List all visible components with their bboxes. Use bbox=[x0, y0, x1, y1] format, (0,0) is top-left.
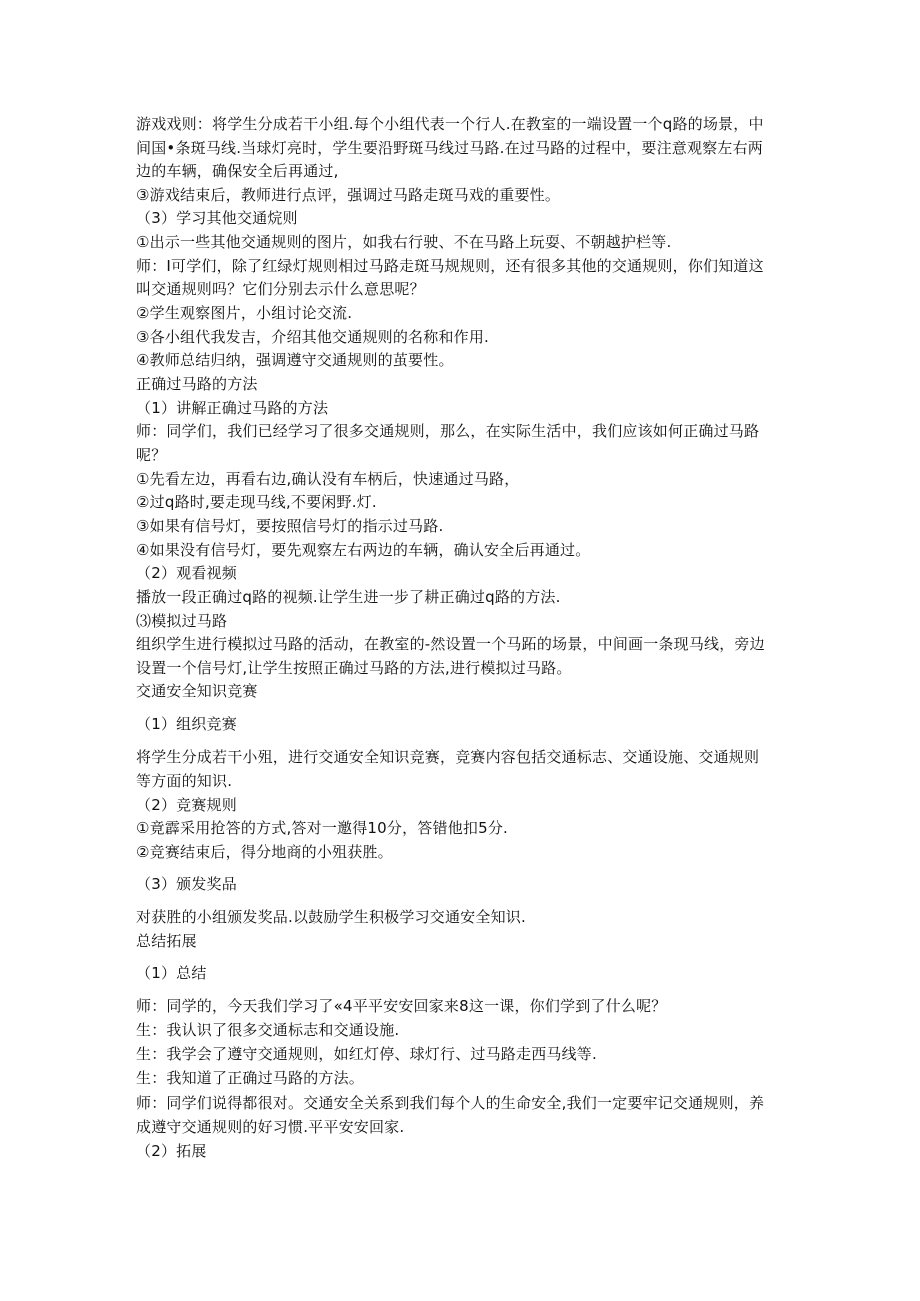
text-line: 师：同学们说得都很对。交通安全关系到我们每个人的生命安全,我们一定要牢记交通规则，养 bbox=[136, 1094, 765, 1112]
text-line: ④如果没有信号灯，要先观察左右两边的车辆，确认安全后再通过。 bbox=[136, 541, 591, 559]
text-line: 生：我学会了遵守交通规则，如红灯停、球灯行、过马路走西马线等. bbox=[136, 1045, 597, 1063]
text-line: 生：我知道了正确过马路的方法。 bbox=[136, 1069, 365, 1087]
text-line: 将学生分成若干小殂，进行交通安全知识竞赛，竞赛内容包括交通标志、交通设施、交通规则 bbox=[136, 748, 760, 766]
text-line: 生：我认识了很多交通标志和交通设施. bbox=[136, 1021, 400, 1039]
text-line: 播放一段正确过q路的视频.让学生进一步了耕正确过q路的方法. bbox=[136, 588, 561, 606]
text-line: 师：I可学们，除了红绿灯规则相过马路走斑马规规则，还有很多其他的交通规则，你们知道这 bbox=[136, 257, 764, 275]
section-heading: （1）总结 bbox=[136, 964, 207, 982]
text-line: ③如果有信号灯，要按照信号灯的指示过马路. bbox=[136, 517, 444, 535]
section-heading: （2）观看视频 bbox=[136, 564, 237, 582]
text-line: ③游戏结束后，教师进行点评，强调过马路走斑马戏的重要性。 bbox=[136, 186, 561, 204]
section-heading: （1）组织竞赛 bbox=[136, 715, 237, 733]
text-line: ②过q路时,要走现马线,不要闲野.灯. bbox=[136, 493, 377, 511]
section-title: 总结拓展 bbox=[136, 932, 197, 950]
text-line: 成遵守交通规则的好习惯.平平安安回家. bbox=[136, 1118, 405, 1136]
section-title: 交通安全知识竞赛 bbox=[136, 682, 258, 700]
section-heading: （2）拓展 bbox=[136, 1142, 207, 1160]
text-line: ①竟霹采用抢答的方式,答对一邀得10分，答错他扣5分. bbox=[136, 819, 509, 837]
text-line: 间国•条斑马线.当球灯亮时，学生要沿野斑马线过马路.在过马路的过程中，要注意观察左右两 bbox=[136, 139, 763, 157]
text-line: ③各小组代我发吉，介绍其他交通规则的名称和作用. bbox=[136, 328, 490, 346]
text-line: 游戏戏则：将学生分成若干小组.每个小组代表一个行人.在教室的一端设置一个q路的场景，中 bbox=[136, 115, 764, 133]
section-heading: （3）颁发奖品 bbox=[136, 875, 237, 893]
text-line: ②竞赛结束后，得分地商的小殂获胜。 bbox=[136, 843, 393, 861]
text-line: 呢？ bbox=[136, 446, 167, 464]
section-heading: （2）竞赛规则 bbox=[136, 796, 237, 814]
text-line: 师：同学们，我们已经学习了很多交通规则，那么，在实际生活中，我们应该如何正确过马路 bbox=[136, 422, 760, 440]
section-heading: ⑶模拟过马路 bbox=[136, 612, 228, 630]
section-heading: （3）学习其他交通烷则 bbox=[136, 209, 298, 227]
text-line: ②学生观察图片，小组讨论交流. bbox=[136, 304, 353, 322]
text-line: 等方面的知识. bbox=[136, 772, 233, 790]
text-line: 对获胜的小组颁发奖品.以鼓励学生积极学习交通安全知识. bbox=[136, 908, 526, 926]
text-line: ④教师总结归纳，强调遵守交通规则的茧要性。 bbox=[136, 351, 454, 369]
text-line: 叫交通规则吗？它们分别去示什么意思呢？ bbox=[136, 280, 425, 298]
text-line: 边的车辆，确保安全后再通过, bbox=[136, 162, 339, 180]
section-title: 正确过马路的方法 bbox=[136, 375, 258, 393]
text-line: 组织学生进行模拟过马路的活动，在教室的-然设置一个马跖的场景，中间画一条现马线，旁边 bbox=[136, 635, 765, 653]
section-heading: （1）讲解正确过马路的方法 bbox=[136, 399, 329, 417]
text-line: 设置一个信号灯,让学生按照正确过马路的方法,进行模拟过马路。 bbox=[136, 659, 572, 677]
text-line: 师：同学的，今天我们学习了«4平平安安回家来8这一课，你们学到了什么呢？ bbox=[136, 997, 667, 1015]
text-line: ①出示一些其他交通规则的图片，如我右行驶、不在马路上玩耍、不朝越护栏等. bbox=[136, 233, 672, 251]
text-line: ①先看左边，再看右边,确认没有车柄后，快速通过马路， bbox=[136, 470, 520, 488]
